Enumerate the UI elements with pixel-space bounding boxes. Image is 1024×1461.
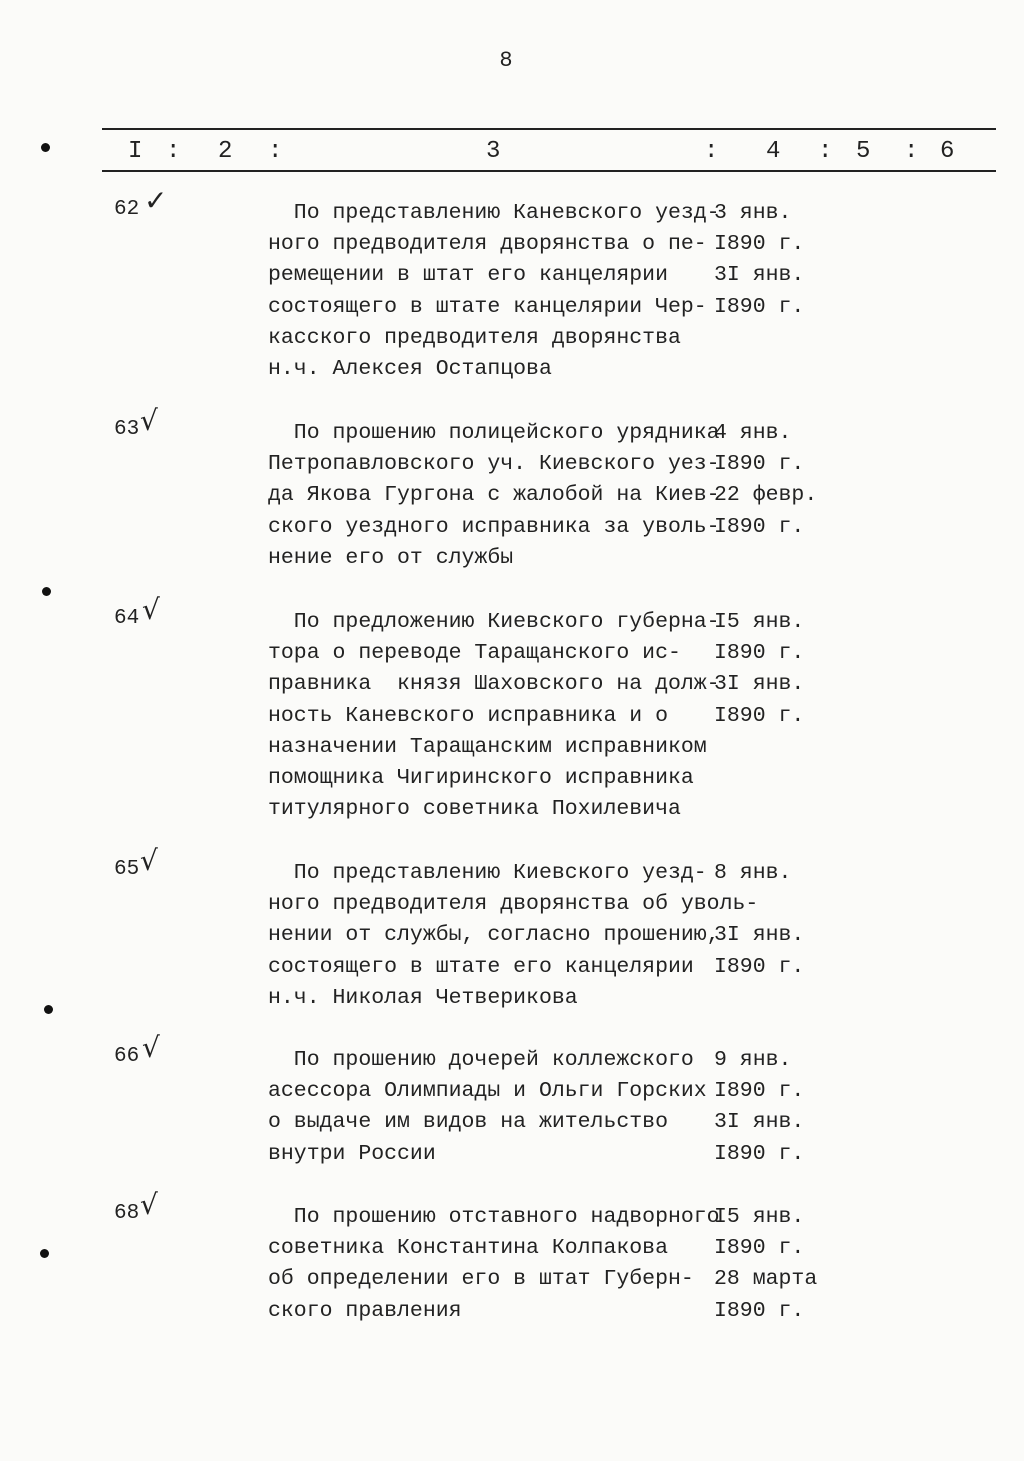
checkmark-icon: √ bbox=[142, 593, 160, 626]
description-line: внутри России bbox=[268, 1141, 436, 1166]
end-date: 22 февр. bbox=[714, 483, 818, 508]
description-line: нении от службы, согласно прошению, bbox=[268, 923, 720, 948]
page-number: 8 bbox=[499, 48, 513, 73]
header-col-6: 6 bbox=[940, 138, 955, 165]
checkmark-icon: √ bbox=[140, 404, 158, 437]
description-line: советника Константина Колпакова bbox=[268, 1236, 668, 1261]
description-line: да Якова Гургона с жалобой на Киев- bbox=[268, 483, 720, 508]
end-year: I890 г. bbox=[714, 294, 805, 319]
description-line: ность Каневского исправника и о bbox=[268, 703, 668, 728]
description-line: По представлению Киевского уезд- bbox=[268, 861, 707, 885]
header-col-3: 3 bbox=[486, 138, 501, 165]
entry-dates bbox=[714, 418, 817, 543]
start-year: I890 г. bbox=[714, 1079, 805, 1104]
description-line: По прошению полицейского урядника bbox=[268, 421, 720, 445]
header-rule-top bbox=[102, 128, 996, 130]
end-date: 3I янв. bbox=[714, 1110, 805, 1135]
start-year: I890 г. bbox=[714, 641, 805, 666]
description-line: По прошению дочерей коллежского bbox=[268, 1048, 694, 1072]
entry-number: 65 bbox=[114, 858, 140, 881]
entry-dates bbox=[714, 198, 804, 323]
description-line: титулярного советника Похилевича bbox=[268, 797, 681, 822]
punch-hole bbox=[40, 1249, 49, 1258]
header-col-4: 4 bbox=[766, 138, 781, 165]
entry-description bbox=[268, 1202, 720, 1327]
start-date: I5 янв. bbox=[714, 1205, 805, 1229]
description-line: об определении его в штат Губерн- bbox=[268, 1267, 694, 1292]
start-date: 4 янв. bbox=[714, 421, 792, 445]
entry-dates bbox=[714, 858, 804, 983]
description-line: асессора Олимпиады и Ольги Горских bbox=[268, 1079, 707, 1104]
entry-dates bbox=[714, 1045, 804, 1170]
header-sep-4: : bbox=[818, 138, 833, 165]
end-year: I890 г. bbox=[714, 954, 805, 979]
entry-dates bbox=[714, 1202, 817, 1327]
punch-hole bbox=[44, 1005, 53, 1014]
description-line: н.ч. Николая Четверикова bbox=[268, 985, 578, 1010]
entry-description bbox=[268, 1045, 707, 1170]
checkmark-icon: ✓ bbox=[144, 184, 168, 217]
description-line: По представлению Каневского уезд- bbox=[268, 201, 720, 225]
start-date: 9 янв. bbox=[714, 1048, 792, 1072]
description-line: ского правления bbox=[268, 1298, 462, 1323]
start-date: I5 янв. bbox=[714, 610, 805, 634]
checkmark-icon: √ bbox=[140, 1188, 158, 1221]
start-year: I890 г. bbox=[714, 1236, 805, 1261]
start-year: I890 г. bbox=[714, 452, 805, 477]
start-year: I890 г. bbox=[714, 232, 805, 257]
header-sep-5: : bbox=[904, 138, 919, 165]
entry-description bbox=[268, 418, 720, 574]
description-line: н.ч. Алексея Остапцова bbox=[268, 356, 552, 381]
header-rule-bottom bbox=[102, 170, 996, 172]
description-line: ремещении в штат его канцелярии bbox=[268, 263, 668, 288]
header-sep-2: : bbox=[268, 138, 283, 165]
punch-hole bbox=[41, 143, 50, 152]
end-date: 3I янв. bbox=[714, 263, 805, 288]
end-date: 3I янв. bbox=[714, 923, 805, 948]
start-date: 8 янв. bbox=[714, 861, 792, 885]
description-line: Петропавловского уч. Киевского уез- bbox=[268, 452, 720, 477]
checkmark-icon: √ bbox=[142, 1031, 160, 1064]
end-date: 3I янв. bbox=[714, 672, 805, 697]
entry-number: 62 bbox=[114, 198, 140, 221]
description-line: состоящего в штате канцелярии Чер- bbox=[268, 294, 707, 319]
description-line: ского уездного исправника за уволь- bbox=[268, 514, 720, 539]
end-date: 28 марта bbox=[714, 1267, 818, 1292]
entry-dates bbox=[714, 607, 804, 732]
description-line: о выдаче им видов на жительство bbox=[268, 1110, 668, 1135]
description-line: нение его от службы bbox=[268, 545, 514, 570]
description-line: касского предводителя дворянства bbox=[268, 325, 681, 350]
description-line: По прошению отставного надворного bbox=[268, 1205, 720, 1229]
entry-description bbox=[268, 607, 720, 825]
entry-number: 64 bbox=[114, 607, 140, 630]
description-line: ного предводителя дворянства о пе- bbox=[268, 232, 707, 257]
start-date: 3 янв. bbox=[714, 201, 792, 225]
entry-number: 63 bbox=[114, 418, 140, 441]
description-line: По предложению Киевского губерна- bbox=[268, 610, 720, 634]
description-line: состоящего в штате его канцелярии bbox=[268, 954, 694, 979]
end-year: I890 г. bbox=[714, 514, 805, 539]
header-col-2: 2 bbox=[218, 138, 233, 165]
description-line: помощника Чигиринского исправника bbox=[268, 765, 694, 790]
header-sep-1: : bbox=[166, 138, 181, 165]
description-line: ного предводителя дворянства об уволь- bbox=[268, 892, 759, 917]
entry-number: 66 bbox=[114, 1045, 140, 1068]
checkmark-icon: √ bbox=[140, 844, 158, 877]
punch-hole bbox=[42, 587, 51, 596]
description-line: правника князя Шаховского на долж- bbox=[268, 672, 720, 697]
description-line: тора о переводе Таращанского ис- bbox=[268, 641, 681, 666]
end-year: I890 г. bbox=[714, 1298, 805, 1323]
end-year: I890 г. bbox=[714, 1141, 805, 1166]
description-line: назначении Таращанским исправником bbox=[268, 734, 707, 759]
header-col-1: I bbox=[128, 138, 143, 165]
end-year: I890 г. bbox=[714, 703, 805, 728]
entry-description bbox=[268, 858, 758, 1014]
header-col-5: 5 bbox=[856, 138, 871, 165]
header-sep-3: : bbox=[704, 138, 719, 165]
entry-number: 68 bbox=[114, 1202, 140, 1225]
entry-description bbox=[268, 198, 720, 385]
